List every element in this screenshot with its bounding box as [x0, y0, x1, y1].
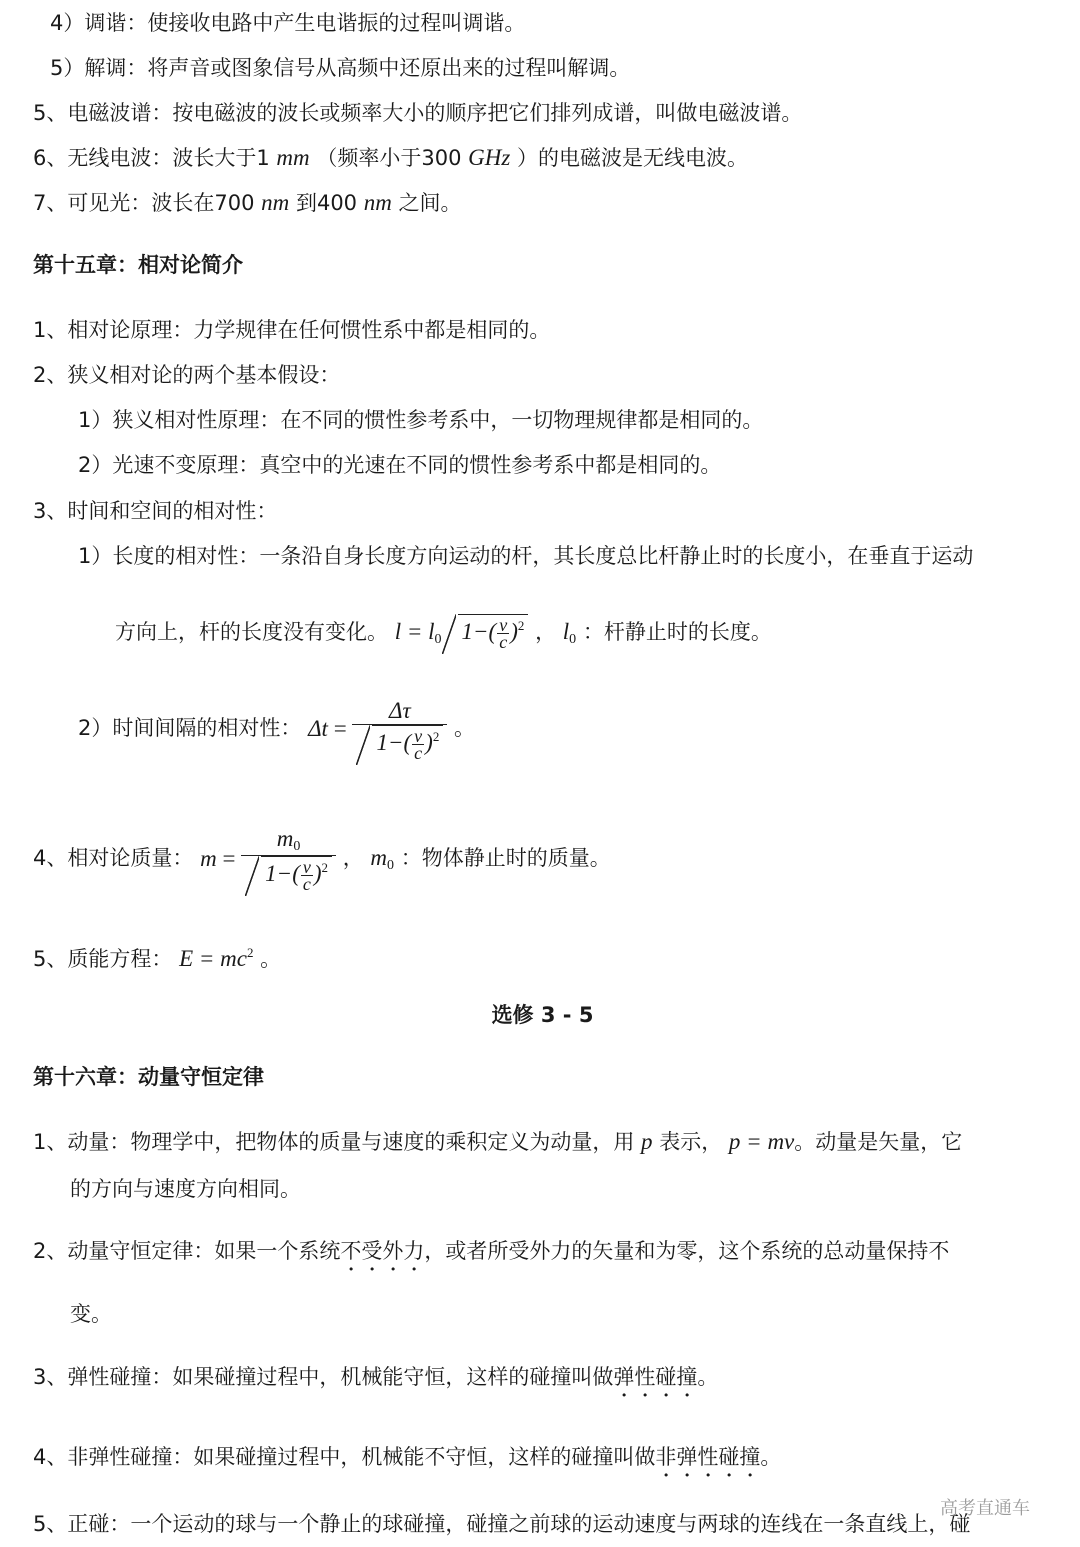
text: 之间。 [398, 191, 462, 215]
text: 到400 [295, 191, 358, 215]
text: 。 [260, 947, 282, 971]
m0-symbol: $m_0$ [370, 845, 395, 873]
text: ， [535, 620, 557, 644]
mass-energy-formula: $E = mc^2$ [179, 945, 254, 971]
line-conservation-cont: 变。 [70, 1302, 112, 1326]
text: 1、动量：物理学中，把物体的质量与速度的乘积定义为动量，用 [33, 1130, 635, 1154]
text: 表示， [659, 1130, 723, 1154]
watermark: 高考直通车 [940, 1498, 1030, 1519]
momentum-formula: p = mv [728, 1129, 795, 1154]
line-momentum-cont: 的方向与速度方向相同。 [70, 1177, 301, 1201]
emphasis-text: 非弹性碰撞 [655, 1445, 761, 1469]
line-head-on: 5、正碰：一个运动的球与一个静止的球碰撞，碰撞之前球的运动速度与两球的连线在一条直线上，碰 [33, 1512, 971, 1536]
text: ：杆静止时的长度。 [582, 620, 772, 644]
text: 7、可见光：波长在700 [33, 191, 255, 215]
l0-symbol: $l_0$ [562, 619, 577, 647]
line-conservation [33, 1236, 949, 1276]
length-formula: $l = l_0$ 1−( $\frac{v}{c}$ )$^2$ [395, 619, 529, 644]
emphasis-text: 弹性碰撞 [613, 1365, 698, 1389]
text: 5、质能方程： [33, 947, 173, 971]
text: ，或者所受外力的矢量和为零，这个系统的总动量保持不 [424, 1239, 950, 1263]
line-elastic [33, 1362, 718, 1402]
line-spacetime: 3、时间和空间的相对性： [33, 499, 278, 523]
line-length-relativity: 1）长度的相对性：一条沿自身长度方向运动的杆，其长度总比杆静止时的长度小，在垂直于运动 [78, 544, 974, 568]
line-postulate-1: 1）狭义相对性原理：在不同的惯性参考系中，一切物理规律都是相同的。 [78, 408, 764, 432]
line-relativity-principle: 1、相对论原理：力学规律在任何惯性系中都是相同的。 [33, 318, 551, 342]
math-unit: mm [276, 145, 310, 170]
text: ， [342, 846, 364, 870]
line-spectrum: 5、电磁波谱：按电磁波的波长或频率大小的顺序把它们排列成谱，叫做电磁波谱。 [33, 101, 803, 125]
line-visible-light [33, 188, 462, 218]
chapter-15-heading: 第十五章：相对论简介 [33, 253, 243, 277]
text: 。 [760, 1445, 782, 1469]
text: 。 [454, 716, 475, 740]
math-unit: GHz [468, 145, 511, 170]
chapter-16-heading: 第十六章：动量守恒定律 [33, 1065, 264, 1089]
line-inelastic [33, 1442, 781, 1482]
text: 4、相对论质量： [33, 846, 194, 870]
text: 6、无线电波：波长大于1 [33, 146, 270, 170]
text: 3、弹性碰撞：如果碰撞过程中，机械能守恒，这样的碰撞叫做 [33, 1365, 614, 1389]
elective-heading: 选修 3 - 5 [491, 1003, 594, 1027]
line-demodulation: 5）解调：将声音或图象信号从高频中还原出来的过程叫解调。 [50, 56, 631, 80]
line-relativistic-mass [33, 810, 611, 914]
math-unit: nm [261, 190, 290, 215]
text: 2、动量守恒定律：如果一个系统 [33, 1239, 341, 1263]
line-length-formula [115, 606, 772, 666]
math-unit: nm [363, 190, 392, 215]
text: 。 [697, 1365, 719, 1389]
text: ：物体静止时的质量。 [400, 846, 611, 870]
time-dilation-formula: Δt = Δτ 1−( $\frac{v}{c}$ )$^2$ [308, 698, 447, 761]
text: （频率小于300 [316, 146, 462, 170]
line-postulate-2: 2）光速不变原理：真空中的光速在不同的惯性参考系中都是相同的。 [78, 453, 722, 477]
line-radio-wave [33, 143, 748, 173]
text: ）的电磁波是无线电波。 [516, 146, 748, 170]
text: 4、非弹性碰撞：如果碰撞过程中，机械能不守恒，这样的碰撞叫做 [33, 1445, 656, 1469]
text: 。动量是矢量，它 [794, 1130, 963, 1154]
text: 2）时间间隔的相对性： [78, 716, 302, 740]
mass-formula: m = $m_0$ 1−( $\frac{v}{c}$ )$^2$ [200, 826, 336, 892]
emphasis-text: 不受外力 [340, 1239, 425, 1263]
line-time-dilation [78, 680, 475, 776]
line-mass-energy [33, 938, 281, 974]
line-tuning: 4）调谐：使接收电路中产生电谐振的过程叫调谐。 [50, 11, 526, 35]
math-symbol: p [641, 1129, 653, 1154]
line-momentum [33, 1127, 962, 1157]
line-postulates: 2、狭义相对论的两个基本假设： [33, 363, 341, 387]
text: 方向上，杆的长度没有变化。 [115, 620, 388, 644]
